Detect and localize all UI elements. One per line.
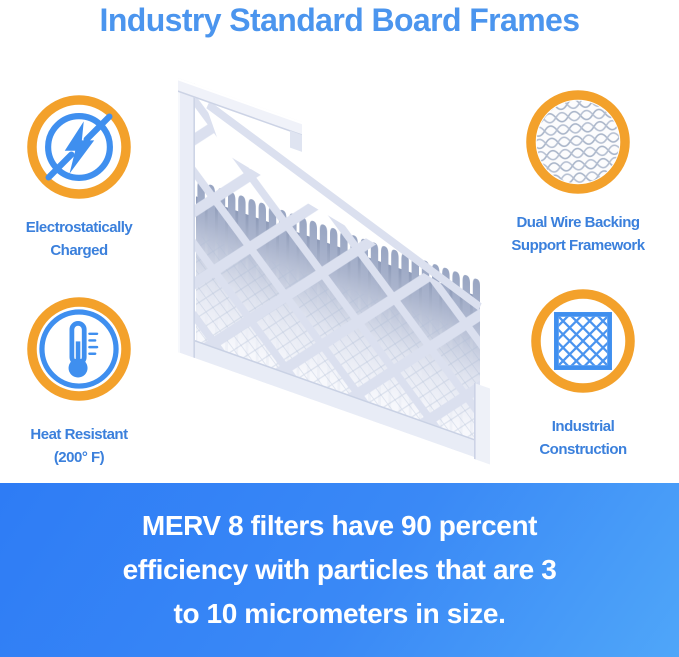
feature-label [539,415,626,461]
banner-line1: MERV 8 filters have 90 percent [141,510,538,541]
feature-label-line2: Support Framework [511,237,645,254]
page-title: Industry Standard Board Frames [99,2,580,38]
feature-industrial-construction [494,284,672,461]
frame-left-rail [178,78,195,358]
lightning-bolt-icon [22,90,136,204]
feature-label-line1: Heat Resistant [30,426,128,443]
wire-mesh-icon [521,85,635,199]
feature-label-line1: Dual Wire Backing [516,214,640,231]
banner-line3: to 10 micrometers in size. [173,598,506,629]
feature-wire-backing [489,85,667,257]
feature-label [26,216,133,262]
feature-label-line1: Electrostatically [25,219,133,236]
feature-label-line2: Charged [50,242,108,259]
diamond-lattice-icon [526,284,640,398]
banner-line2: efficiency with particles that are 3 [122,554,557,585]
feature-label-line2: (200° F) [53,449,105,466]
frame-corner-post [474,383,490,465]
feature-label [511,211,644,257]
feature-electrostatic [0,90,168,262]
feature-label-line2: Construction [539,441,627,458]
merv-info-banner [0,483,679,657]
air-filter-illustration [166,72,496,472]
feature-heat-resistant [0,292,168,469]
feature-label-line1: Industrial [551,418,615,435]
thermometer-icon [22,292,136,406]
feature-label [30,423,127,469]
